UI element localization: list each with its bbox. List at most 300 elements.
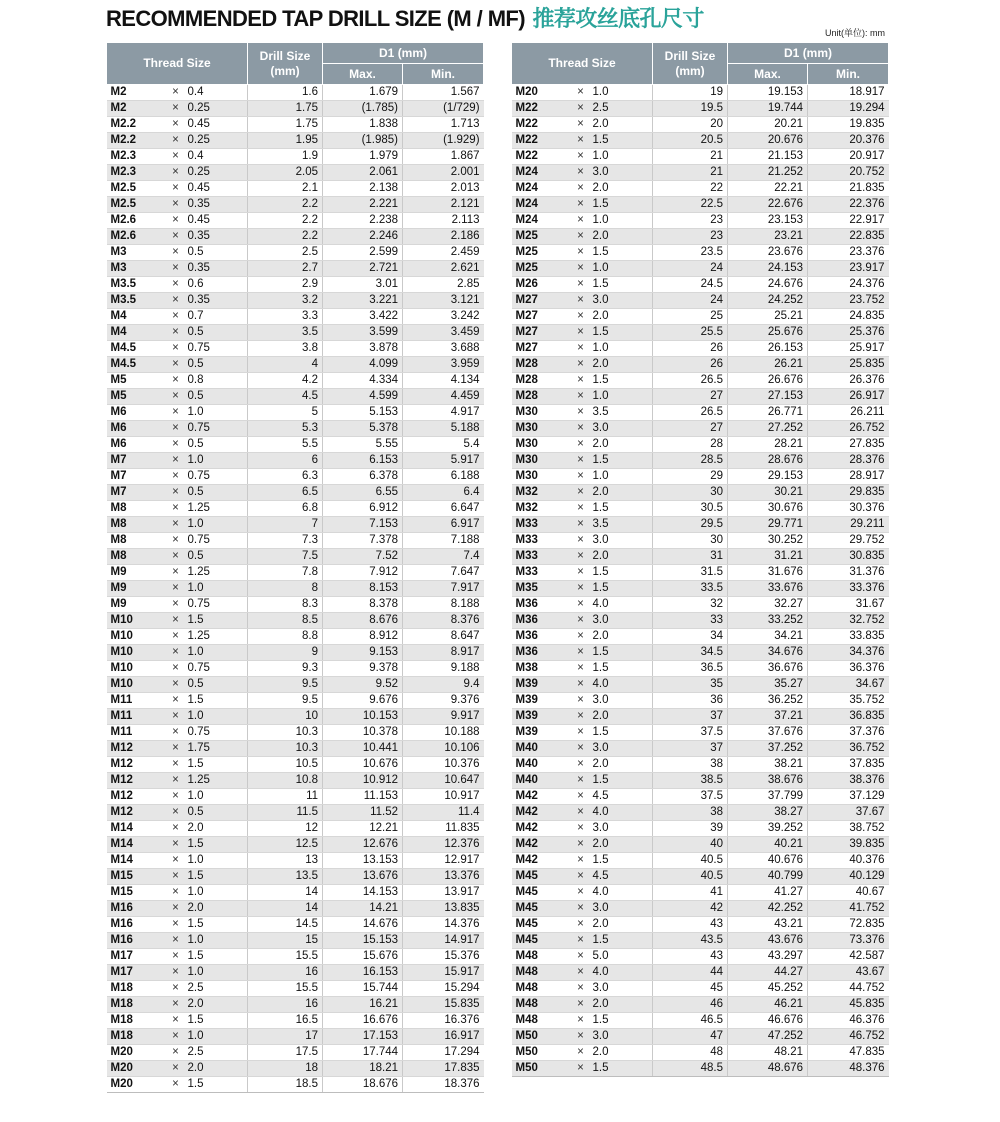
d1-min-cell: 18.376 [403,1077,484,1093]
thread-size-cell: M24 [512,213,571,229]
pitch-cell: 3.0 [591,741,653,757]
d1-max-cell: 7.912 [323,565,403,581]
pitch-cell: 1.25 [186,501,248,517]
table-row [107,197,484,213]
times-symbol: × [571,1061,591,1077]
thread-size-cell: M30 [512,453,571,469]
thread-size-cell: M3.5 [107,277,166,293]
table-row [512,645,889,661]
pitch-cell: 0.25 [186,165,248,181]
times-symbol: × [166,1061,186,1077]
d1-min-cell: 2.013 [403,181,484,197]
table-row [512,421,889,437]
table-row [107,645,484,661]
pitch-cell: 3.0 [591,821,653,837]
table-row [107,229,484,245]
times-symbol: × [571,165,591,181]
pitch-cell: 0.45 [186,213,248,229]
pitch-cell: 0.4 [186,85,248,101]
d1-min-cell: 9.4 [403,677,484,693]
times-symbol: × [166,101,186,117]
table-row [107,933,484,949]
d1-max-cell: 5.153 [323,405,403,421]
d1-min-cell: 4.917 [403,405,484,421]
drill-size-cell: 30.5 [653,501,728,517]
drill-size-cell: 2.2 [248,229,323,245]
d1-min-cell: 73.376 [808,933,889,949]
d1-max-cell: 1.838 [323,117,403,133]
pitch-cell: 0.7 [186,309,248,325]
d1-min-cell: 40.129 [808,869,889,885]
times-symbol: × [166,517,186,533]
table-row [107,261,484,277]
d1-max-cell: 38.27 [728,805,808,821]
pitch-cell: 3.0 [591,613,653,629]
times-symbol: × [166,885,186,901]
pitch-cell: 0.75 [186,597,248,613]
table-row [107,469,484,485]
table-row [107,1045,484,1061]
drill-size-cell: 12 [248,821,323,837]
thread-size-cell: M39 [512,693,571,709]
drill-size-cell: 26.5 [653,373,728,389]
pitch-cell: 3.0 [591,165,653,181]
thread-size-cell: M18 [107,997,166,1013]
d1-max-cell: 9.676 [323,693,403,709]
header-min: Min. [403,64,484,85]
table-row [512,453,889,469]
d1-max-cell: 9.52 [323,677,403,693]
table-row [107,885,484,901]
drill-size-cell: 48.5 [653,1061,728,1077]
times-symbol: × [166,805,186,821]
d1-min-cell: 9.917 [403,709,484,725]
d1-max-cell: 36.676 [728,661,808,677]
d1-min-cell: 45.835 [808,997,889,1013]
table-row [512,981,889,997]
pitch-cell: 0.5 [186,357,248,373]
drill-size-cell: 2.2 [248,213,323,229]
table-row [107,677,484,693]
d1-max-cell: 31.676 [728,565,808,581]
header-drill-size: Drill Size (mm) [248,43,323,85]
thread-size-cell: M42 [512,853,571,869]
drill-size-cell: 14 [248,901,323,917]
d1-max-cell: 16.21 [323,997,403,1013]
times-symbol: × [571,197,591,213]
thread-size-cell: M27 [512,341,571,357]
thread-size-cell: M36 [512,645,571,661]
times-symbol: × [166,501,186,517]
d1-max-cell: 13.153 [323,853,403,869]
table-row [512,405,889,421]
pitch-cell: 0.5 [186,245,248,261]
thread-size-cell: M42 [512,805,571,821]
table-row [512,773,889,789]
times-symbol: × [571,517,591,533]
d1-max-cell: 26.153 [728,341,808,357]
table-row [107,501,484,517]
d1-max-cell: 10.153 [323,709,403,725]
table-row [107,853,484,869]
times-symbol: × [571,949,591,965]
pitch-cell: 1.5 [591,773,653,789]
d1-max-cell: 5.378 [323,421,403,437]
thread-size-cell: M45 [512,917,571,933]
d1-min-cell: 7.647 [403,565,484,581]
pitch-cell: 5.0 [591,949,653,965]
thread-size-cell: M7 [107,453,166,469]
d1-min-cell: 36.376 [808,661,889,677]
drill-size-cell: 38 [653,805,728,821]
d1-max-cell: 2.721 [323,261,403,277]
d1-max-cell: (1.985) [323,133,403,149]
drill-size-cell: 43 [653,917,728,933]
d1-max-cell: 35.27 [728,677,808,693]
pitch-cell: 3.0 [591,981,653,997]
drill-size-cell: 10.3 [248,725,323,741]
thread-size-cell: M12 [107,789,166,805]
pitch-cell: 1.0 [591,389,653,405]
table-row [107,901,484,917]
pitch-cell: 1.25 [186,629,248,645]
table-row [512,725,889,741]
drill-size-cell: 22.5 [653,197,728,213]
d1-min-cell: (1.929) [403,133,484,149]
d1-max-cell: 29.771 [728,517,808,533]
times-symbol: × [571,485,591,501]
table-row [512,277,889,293]
drill-size-cell: 29 [653,469,728,485]
table-row [107,101,484,117]
d1-max-cell: 2.238 [323,213,403,229]
d1-min-cell: 3.688 [403,341,484,357]
drill-size-cell: 25 [653,309,728,325]
drill-size-cell: 14 [248,885,323,901]
table-row [512,885,889,901]
d1-min-cell: 6.188 [403,469,484,485]
table-row [107,421,484,437]
table-row [512,565,889,581]
times-symbol: × [571,741,591,757]
d1-max-cell: 7.52 [323,549,403,565]
times-symbol: × [571,501,591,517]
d1-min-cell: 30.835 [808,549,889,565]
drill-size-cell: 10 [248,709,323,725]
drill-size-cell: 26 [653,357,728,373]
pitch-cell: 0.75 [186,533,248,549]
thread-size-cell: M14 [107,821,166,837]
table-row [512,149,889,165]
drill-size-cell: 29.5 [653,517,728,533]
d1-min-cell: 19.835 [808,117,889,133]
table-row [512,757,889,773]
table-row [107,981,484,997]
d1-max-cell: 2.599 [323,245,403,261]
drill-size-cell: 39 [653,821,728,837]
thread-size-cell: M22 [512,101,571,117]
pitch-cell: 0.35 [186,261,248,277]
drill-size-cell: 45 [653,981,728,997]
table-row [512,517,889,533]
drill-size-cell: 40.5 [653,853,728,869]
pitch-cell: 0.5 [186,485,248,501]
times-symbol: × [166,853,186,869]
drill-size-cell: 2.05 [248,165,323,181]
d1-min-cell: 36.752 [808,741,889,757]
pitch-cell: 1.0 [591,85,653,101]
times-symbol: × [571,597,591,613]
d1-min-cell: 13.917 [403,885,484,901]
drill-size-cell: 38 [653,757,728,773]
thread-size-cell: M16 [107,917,166,933]
thread-size-cell: M27 [512,293,571,309]
thread-size-cell: M5 [107,389,166,405]
drill-size-cell: 37 [653,741,728,757]
pitch-cell: 2.0 [591,629,653,645]
thread-size-cell: M20 [512,85,571,101]
thread-size-cell: M14 [107,853,166,869]
d1-min-cell: 14.376 [403,917,484,933]
table-row [107,341,484,357]
pitch-cell: 1.0 [186,853,248,869]
drill-size-cell: 5.3 [248,421,323,437]
table-row [512,677,889,693]
drill-size-cell: 8.5 [248,613,323,629]
times-symbol: × [571,405,591,421]
thread-size-cell: M6 [107,437,166,453]
table-row [512,661,889,677]
thread-size-cell: M33 [512,549,571,565]
d1-min-cell: 34.67 [808,677,889,693]
d1-min-cell: 24.835 [808,309,889,325]
pitch-cell: 1.5 [186,613,248,629]
table-row [107,245,484,261]
times-symbol: × [166,485,186,501]
d1-min-cell: 33.835 [808,629,889,645]
d1-min-cell: 36.835 [808,709,889,725]
times-symbol: × [166,917,186,933]
table-row [107,149,484,165]
times-symbol: × [571,85,591,101]
drill-size-cell: 23 [653,229,728,245]
times-symbol: × [166,901,186,917]
pitch-cell: 1.5 [591,501,653,517]
d1-max-cell: 15.153 [323,933,403,949]
thread-size-cell: M7 [107,485,166,501]
pitch-cell: 1.0 [591,341,653,357]
times-symbol: × [571,213,591,229]
d1-max-cell: 11.52 [323,805,403,821]
d1-min-cell: 6.4 [403,485,484,501]
table-row [107,133,484,149]
times-symbol: × [571,981,591,997]
table-row [512,789,889,805]
pitch-cell: 1.0 [186,581,248,597]
d1-max-cell: 26.21 [728,357,808,373]
drill-size-cell: 36 [653,693,728,709]
table-row [512,805,889,821]
pitch-cell: 4.0 [591,885,653,901]
title-english: RECOMMENDED TAP DRILL SIZE (M / MF) [106,6,525,31]
times-symbol: × [571,309,591,325]
thread-size-cell: M45 [512,901,571,917]
pitch-cell: 1.25 [186,565,248,581]
thread-size-cell: M12 [107,741,166,757]
d1-min-cell: 12.376 [403,837,484,853]
d1-max-cell: 7.153 [323,517,403,533]
pitch-cell: 0.25 [186,101,248,117]
drill-size-cell: 41 [653,885,728,901]
pitch-cell: 0.45 [186,181,248,197]
d1-max-cell: 3.422 [323,309,403,325]
d1-min-cell: 26.752 [808,421,889,437]
times-symbol: × [166,533,186,549]
pitch-cell: 4.0 [591,965,653,981]
pitch-cell: 1.0 [186,645,248,661]
table-row [107,629,484,645]
table-row [512,741,889,757]
drill-size-cell: 48 [653,1045,728,1061]
drill-size-cell: 15.5 [248,981,323,997]
times-symbol: × [166,789,186,805]
d1-max-cell: 19.153 [728,85,808,101]
d1-max-cell: 46.21 [728,997,808,1013]
table-row [512,181,889,197]
d1-max-cell: 43.21 [728,917,808,933]
header-min: Min. [808,64,889,85]
drill-size-cell: 37.5 [653,789,728,805]
times-symbol: × [166,373,186,389]
thread-size-cell: M32 [512,501,571,517]
thread-size-cell: M39 [512,677,571,693]
times-symbol: × [166,773,186,789]
d1-min-cell: 2.186 [403,229,484,245]
times-symbol: × [166,629,186,645]
drill-size-cell: 42 [653,901,728,917]
drill-size-cell: 8.3 [248,597,323,613]
thread-size-cell: M50 [512,1061,571,1077]
d1-min-cell: 39.835 [808,837,889,853]
title-chinese: 推荐攻丝底孔尺寸 [532,6,704,31]
d1-min-cell: 5.917 [403,453,484,469]
drill-size-cell: 32 [653,597,728,613]
drill-size-cell: 10.5 [248,757,323,773]
times-symbol: × [571,469,591,485]
times-symbol: × [571,837,591,853]
times-symbol: × [166,965,186,981]
drill-size-cell: 38.5 [653,773,728,789]
thread-size-cell: M2 [107,101,166,117]
times-symbol: × [166,549,186,565]
thread-size-cell: M50 [512,1029,571,1045]
times-symbol: × [166,757,186,773]
d1-min-cell: 40.67 [808,885,889,901]
times-symbol: × [166,565,186,581]
table-row [512,1045,889,1061]
times-symbol: × [166,293,186,309]
table-row [512,469,889,485]
d1-max-cell: 1.679 [323,85,403,101]
drill-size-cell: 1.6 [248,85,323,101]
drill-size-cell: 22 [653,181,728,197]
pitch-cell: 1.5 [186,757,248,773]
thread-size-cell: M11 [107,709,166,725]
table-row [512,997,889,1013]
table-row [512,501,889,517]
times-symbol: × [571,357,591,373]
times-symbol: × [571,325,591,341]
thread-size-cell: M9 [107,581,166,597]
d1-min-cell: 72.835 [808,917,889,933]
drill-size-cell: 27 [653,389,728,405]
thread-size-cell: M48 [512,1013,571,1029]
thread-size-cell: M30 [512,421,571,437]
times-symbol: × [166,1029,186,1045]
d1-min-cell: 15.294 [403,981,484,997]
times-symbol: × [571,757,591,773]
times-symbol: × [571,725,591,741]
pitch-cell: 2.0 [591,437,653,453]
d1-min-cell: 13.835 [403,901,484,917]
times-symbol: × [166,693,186,709]
times-symbol: × [166,709,186,725]
d1-max-cell: 6.378 [323,469,403,485]
thread-size-cell: M17 [107,965,166,981]
d1-max-cell: 37.799 [728,789,808,805]
thread-size-cell: M4 [107,325,166,341]
d1-min-cell: 25.917 [808,341,889,357]
d1-min-cell: 1.567 [403,85,484,101]
table-row [512,549,889,565]
drill-size-cell: 1.75 [248,117,323,133]
drill-size-cell: 10.3 [248,741,323,757]
d1-max-cell: 23.676 [728,245,808,261]
table-row [512,325,889,341]
times-symbol: × [166,277,186,293]
pitch-cell: 2.0 [591,837,653,853]
drill-size-cell: 20.5 [653,133,728,149]
thread-size-cell: M48 [512,949,571,965]
d1-max-cell: 9.378 [323,661,403,677]
thread-size-cell: M40 [512,757,571,773]
d1-max-cell: 27.153 [728,389,808,405]
times-symbol: × [571,613,591,629]
d1-min-cell: 11.835 [403,821,484,837]
d1-max-cell: 17.153 [323,1029,403,1045]
d1-min-cell: 26.376 [808,373,889,389]
drill-size-cell: 34 [653,629,728,645]
thread-size-cell: M11 [107,693,166,709]
d1-min-cell: 10.376 [403,757,484,773]
tap-drill-table-right [511,42,889,1077]
table-row [107,997,484,1013]
thread-size-cell: M12 [107,773,166,789]
d1-max-cell: 2.221 [323,197,403,213]
table-row [512,821,889,837]
drill-size-cell: 24 [653,261,728,277]
d1-max-cell: 7.378 [323,533,403,549]
thread-size-cell: M42 [512,789,571,805]
drill-size-cell: 1.95 [248,133,323,149]
d1-max-cell: 24.153 [728,261,808,277]
pitch-cell: 2.0 [186,821,248,837]
d1-max-cell: 22.676 [728,197,808,213]
table-row [512,261,889,277]
pitch-cell: 1.5 [591,325,653,341]
drill-size-cell: 44 [653,965,728,981]
thread-size-cell: M33 [512,565,571,581]
